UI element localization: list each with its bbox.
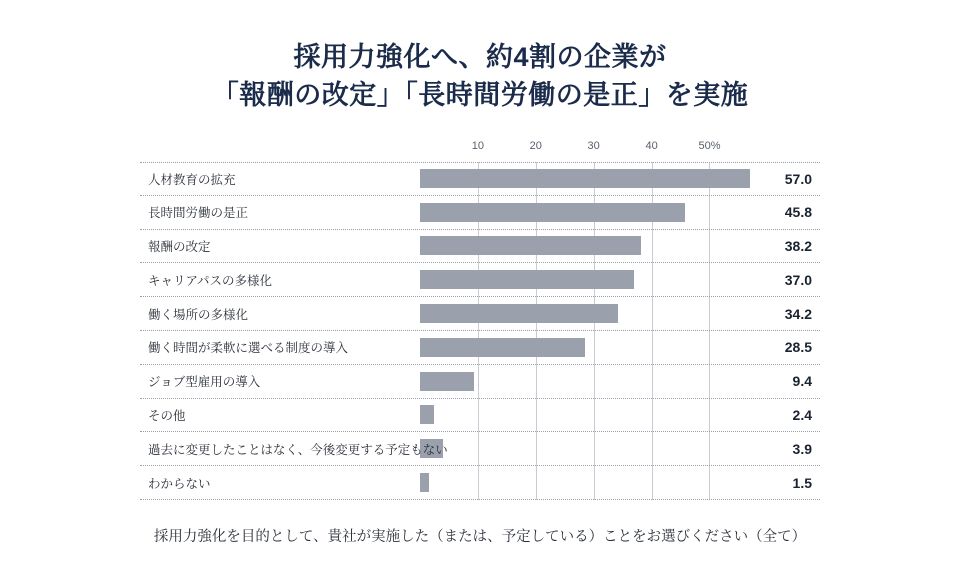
bar-row [140, 432, 820, 466]
bar-row [140, 466, 820, 500]
bar-value-label: 38.2 [784, 237, 812, 254]
x-axis-tick-label: 20 [529, 140, 542, 152]
bar [420, 203, 685, 222]
x-axis-tick-label: 40 [645, 140, 658, 152]
bar-value-label: 28.5 [784, 339, 812, 356]
bar-row [140, 263, 820, 297]
x-axis-tick-label: 50% [698, 140, 721, 152]
bar-category-label: ジョブ型雇用の導入 [148, 375, 261, 390]
bar-row [140, 196, 820, 230]
bar-category-label: 働く場所の多様化 [148, 307, 249, 322]
bar-row [140, 162, 820, 196]
page-title [0, 38, 960, 115]
bar-value-label: 1.5 [792, 474, 812, 491]
bar-category-label: その他 [148, 408, 186, 423]
bar-row [140, 230, 820, 264]
bar [420, 270, 634, 289]
bar [420, 304, 618, 323]
bar-row [140, 365, 820, 399]
bar-category-label: わからない [148, 476, 211, 491]
question-footnote: 採用力強化を目的として、貴社が実施した（または、予定している）ことをお選びください（全て） [153, 529, 807, 545]
bar [420, 338, 585, 357]
bar-value-label: 34.2 [784, 305, 812, 322]
bar-value-label: 57.0 [784, 170, 812, 187]
bar-rows [140, 162, 820, 500]
bar-value-label: 3.9 [792, 440, 812, 457]
bar-row [140, 399, 820, 433]
bar-row [140, 297, 820, 331]
x-axis-tick-label: 10 [471, 140, 485, 152]
bar-value-label: 9.4 [792, 373, 812, 390]
bar [420, 236, 641, 255]
bar-value-label: 2.4 [792, 406, 812, 423]
bar-row [140, 331, 820, 365]
plot-area [140, 162, 820, 500]
bar-category-label: 人材教育の拡充 [148, 172, 236, 187]
bar-category-label: 長時間労働の是正 [148, 206, 249, 221]
bar [420, 405, 434, 424]
bar-category-label: キャリアパスの多様化 [148, 273, 273, 288]
bar-value-label: 37.0 [784, 271, 812, 288]
x-axis-ticks [140, 140, 820, 158]
title-line-2: 「報酬の改定」「長時間労働の是正」を実施 [211, 80, 749, 111]
bar [420, 473, 429, 492]
bar [420, 372, 474, 391]
bar [420, 169, 750, 188]
bar-category-label: 過去に変更したことはなく、今後変更する予定もない [148, 442, 448, 457]
bar-value-label: 45.8 [784, 204, 812, 221]
bar-category-label: 報酬の改定 [148, 239, 211, 254]
bar-chart [140, 140, 820, 500]
x-axis-tick-label: 30 [587, 140, 600, 152]
bar-category-label: 働く時間が柔軟に選べる制度の導入 [148, 341, 349, 356]
title-line-1: 採用力強化へ、約4割の企業が [293, 42, 667, 72]
